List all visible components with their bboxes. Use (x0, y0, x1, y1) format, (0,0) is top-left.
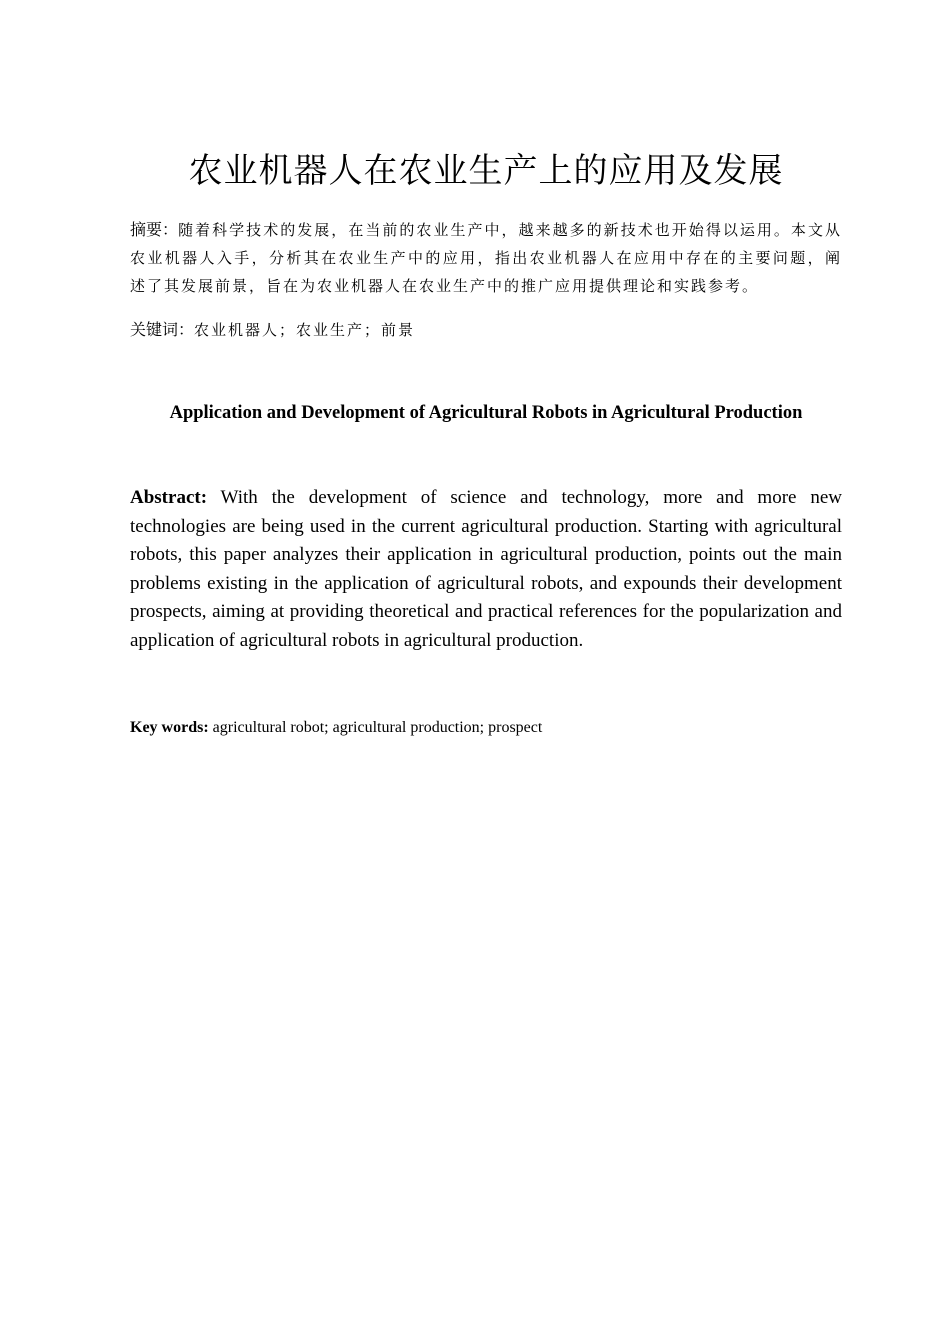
english-keywords-label: Key words: (130, 719, 209, 736)
english-abstract (130, 484, 842, 656)
english-title: Application and Development of Agricultural Robots in Agricultural Production (169, 403, 803, 423)
english-keywords (130, 716, 842, 740)
chinese-title: 农业机器人在农业生产上的应用及发展 (188, 151, 784, 191)
chinese-keywords (130, 316, 842, 344)
english-keywords-text: agricultural robot; agricultural production; prospect (208, 719, 543, 736)
chinese-keywords-label: 关键词： (130, 320, 195, 339)
chinese-abstract-text: 随着科学技术的发展，在当前的农业生产中，越来越多的新技术也开始得以运用。本文从农业机器人入手，分析其在农业生产中的应用，指出农业机器人在应用中存在的主要问题，阐述了其发展前景，旨在为农业机器人在农业生产中的推广应用提供理论和实践参考。 (130, 221, 842, 295)
chinese-keywords-text: 农业机器人；农业生产；前景 (194, 321, 416, 339)
chinese-abstract (130, 216, 842, 300)
chinese-abstract-label: 摘要： (130, 220, 179, 239)
english-abstract-label: Abstract: (130, 487, 208, 508)
english-abstract-text: With the development of science and technology, more and more new technologies are being used in the current agricultural production. Starting with agricultural robots, this paper analyzes their application in agricultural production, points out the main problems existing in the application of agricultural robots, and expounds their development prospects, aiming at providing theoretical and practical references for the popularization and application of agricultural robots in agricultural production. (130, 487, 842, 651)
